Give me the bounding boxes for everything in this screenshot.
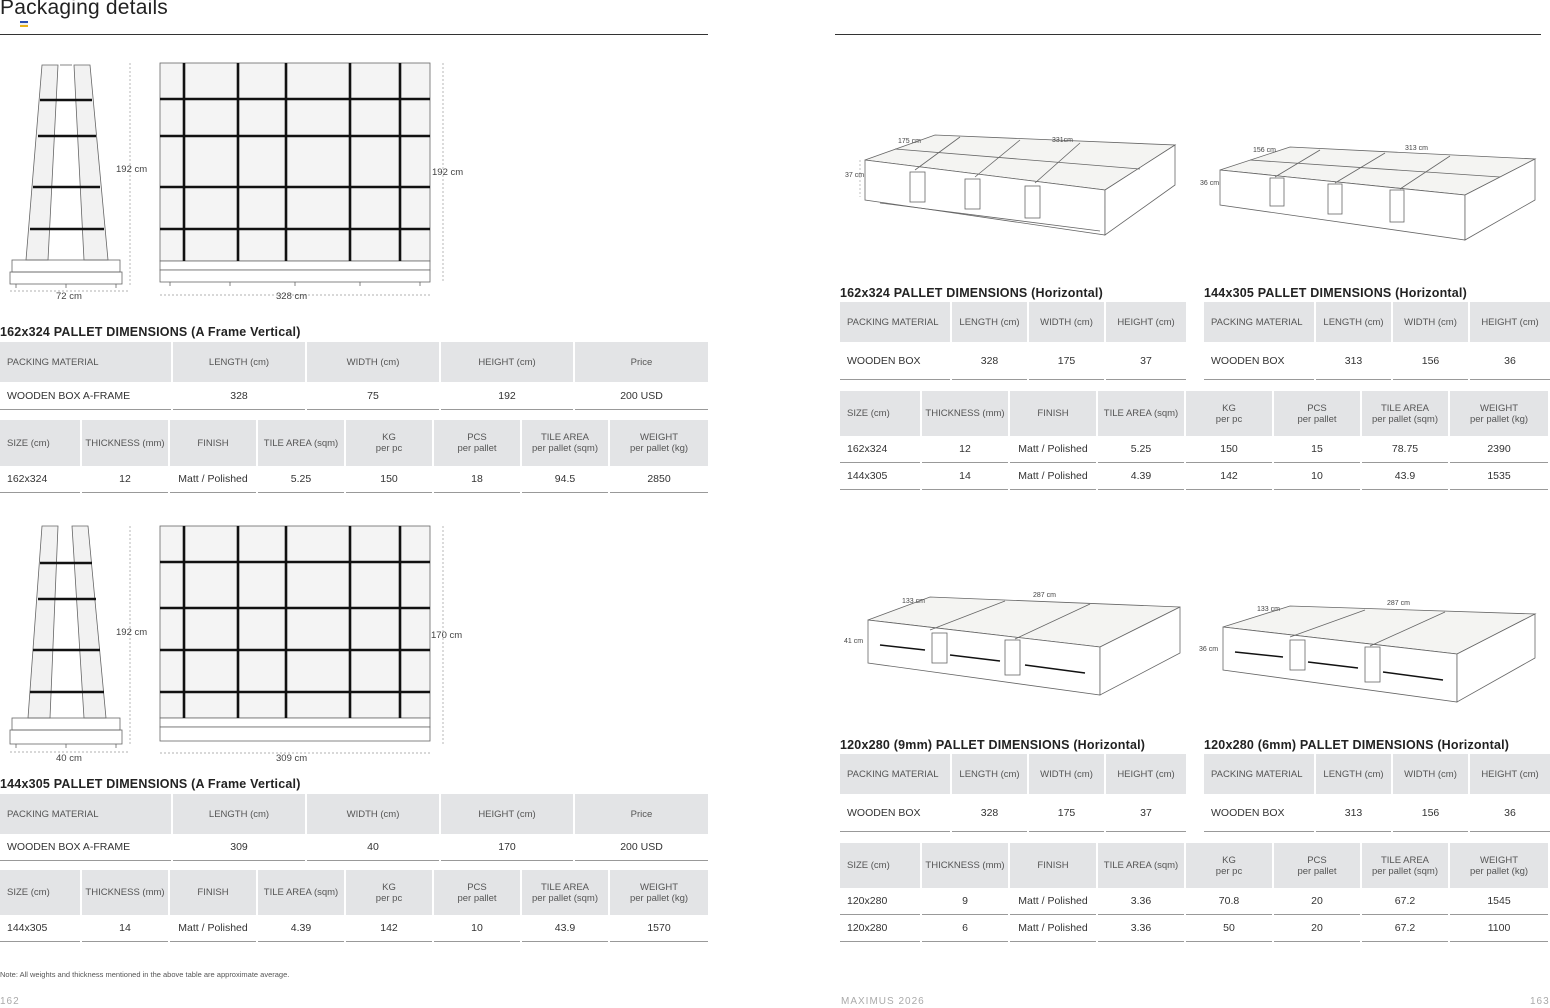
cell: 78.75 [1362,436,1448,463]
a1-length-label: 328 cm [276,291,308,302]
col-tile-area-per-pallet: TILE AREA per pallet (sqm) [1362,391,1448,436]
cell: Matt / Polished [1010,888,1096,915]
col-height: HEIGHT (cm) [1106,754,1186,794]
cell: Matt / Polished [1010,463,1096,490]
col-weight-per-pallet: WEIGHT per pallet (kg) [610,870,708,915]
col-thickness: THICKNESS (mm) [922,843,1008,888]
col-packing-material: PACKING MATERIAL [1204,754,1314,794]
h4-width-label: 133 cm [1257,606,1280,613]
cell: 200 USD [575,834,708,861]
cell: 94.5 [522,466,608,493]
col-size: SIZE (cm) [0,870,80,915]
cell: 36 [1470,342,1550,380]
col-finish: FINISH [1010,391,1096,436]
col-tile-area: TILE AREA (sqm) [258,870,344,915]
cell: 12 [922,436,1008,463]
cell: 3.36 [1098,888,1184,915]
cell: 15 [1274,436,1360,463]
cell: 4.39 [1098,463,1184,490]
cell: 14 [922,463,1008,490]
h4-length-label: 287 cm [1387,600,1410,607]
flag-icon [20,21,28,27]
cell: 67.2 [1362,888,1448,915]
col-kg-per-pc: KG per pc [346,420,432,466]
cell: 75 [307,382,439,410]
col-weight-per-pallet: WEIGHT per pallet (kg) [1450,843,1548,888]
col-tile-area: TILE AREA (sqm) [258,420,344,466]
footnote: Note: All weights and thickness mentioned in the above table are approximate average. [0,970,290,979]
h3-length-label: 287 cm [1033,592,1056,599]
a1-height-right-label: 192 cm [432,167,464,178]
page-title: Packaging details [0,0,169,19]
horizontal-pallet-diagram-1 [840,125,1190,245]
cell: 9 [922,888,1008,915]
col-tile-area-per-pallet: TILE AREA per pallet (sqm) [522,870,608,915]
spec-table-horizontal-2 [838,843,1550,942]
box-table-162x324-horizontal [838,302,1188,380]
cell: 5.25 [258,466,344,493]
col-width: WIDTH (cm) [307,342,439,382]
a2-length-label: 309 cm [276,753,308,764]
h2-length-label: 313 cm [1405,145,1428,152]
col-width: WIDTH (cm) [1393,754,1468,794]
cell: 170 [441,834,573,861]
cell: 142 [1186,463,1272,490]
col-height: HEIGHT (cm) [1106,302,1186,342]
cell: 36 [1470,794,1550,832]
cell: 67.2 [1362,915,1448,942]
cell: 50 [1186,915,1272,942]
a-frame-front-view [160,63,430,286]
a1-height-label: 192 cm [116,164,148,175]
table-row [840,463,1548,490]
cell: Matt / Polished [1010,436,1096,463]
h2-height-label: 36 cm [1200,180,1220,187]
col-packing-material: PACKING MATERIAL [0,342,171,382]
col-pcs-per-pallet: PCS per pallet [434,870,520,915]
cell: 12 [82,466,168,493]
cell: WOODEN BOX [840,794,950,832]
cell: 6 [922,915,1008,942]
cell: WOODEN BOX A-FRAME [0,382,171,410]
table-row [840,436,1548,463]
cell: 328 [952,794,1027,832]
page-number-left: 162 [0,996,20,1007]
box-table-120x280-9mm [838,754,1188,832]
a1-width-label: 72 cm [56,291,82,302]
a2-width-label: 40 cm [56,753,82,764]
cell: 10 [434,915,520,942]
col-weight-per-pallet: WEIGHT per pallet (kg) [1450,391,1548,436]
cell: 43.9 [1362,463,1448,490]
cell: 1100 [1450,915,1548,942]
col-length: LENGTH (cm) [1316,754,1391,794]
cell: 162x324 [840,436,920,463]
table-row [840,915,1548,942]
cell: 162x324 [0,466,80,493]
table-row [0,915,708,942]
col-width: WIDTH (cm) [1029,302,1104,342]
col-size: SIZE (cm) [840,391,920,436]
col-length: LENGTH (cm) [173,794,305,834]
col-thickness: THICKNESS (mm) [82,870,168,915]
col-tile-area-per-pallet: TILE AREA per pallet (sqm) [1362,843,1448,888]
col-pcs-per-pallet: PCS per pallet [1274,843,1360,888]
col-tile-area-per-pallet: TILE AREA per pallet (sqm) [522,420,608,466]
col-packing-material: PACKING MATERIAL [0,794,171,834]
h1-width-label: 175 cm [898,138,921,145]
cell: 37 [1106,342,1186,380]
cell: 14 [82,915,168,942]
col-height: HEIGHT (cm) [441,342,573,382]
a-frame-diagram-1 [0,55,470,305]
cell: 144x305 [0,915,80,942]
cell: 328 [952,342,1027,380]
spec-table-horizontal-1 [838,391,1550,490]
header-rule-right [835,34,1541,35]
section-title-162x324-horizontal: 162x324 PALLET DIMENSIONS (Horizontal) [840,286,1103,300]
col-tile-area: TILE AREA (sqm) [1098,843,1184,888]
cell: 2850 [610,466,708,493]
col-price: Price [575,794,708,834]
a2-height-right-label: 170 cm [431,630,463,641]
cell: 120x280 [840,888,920,915]
col-length: LENGTH (cm) [1316,302,1391,342]
table-row [0,382,708,410]
header-rule-left [0,34,708,35]
table-row [0,834,708,861]
cell: WOODEN BOX [1204,794,1314,832]
cell: 18 [434,466,520,493]
cell: 156 [1393,342,1468,380]
section-title-120x280-9mm: 120x280 (9mm) PALLET DIMENSIONS (Horizontal) [840,738,1146,752]
cell: 150 [346,466,432,493]
footer-brand: MAXIMUS 2026 [841,996,925,1007]
h3-width-label: 133 cm [902,598,925,605]
col-length: LENGTH (cm) [952,302,1027,342]
table-row [1204,342,1550,380]
table-row [1204,794,1550,832]
cell: 156 [1393,794,1468,832]
col-tile-area: TILE AREA (sqm) [1098,391,1184,436]
col-kg-per-pc: KG per pc [346,870,432,915]
box-table-144x305-vertical [0,794,710,861]
cell: 175 [1029,342,1104,380]
a-frame-side-view [10,65,122,288]
col-packing-material: PACKING MATERIAL [1204,302,1314,342]
cell: 43.9 [522,915,608,942]
horizontal-pallet-diagram-3 [840,585,1190,705]
cell: 3.36 [1098,915,1184,942]
cell: Matt / Polished [170,466,256,493]
col-packing-material: PACKING MATERIAL [840,754,950,794]
col-height: HEIGHT (cm) [1470,302,1550,342]
h4-height-label: 36 cm [1199,646,1219,653]
cell: 150 [1186,436,1272,463]
cell: 144x305 [840,463,920,490]
cell: 313 [1316,342,1391,380]
h1-height-label: 37 cm [845,172,865,179]
cell: 1535 [1450,463,1548,490]
cell: 120x280 [840,915,920,942]
col-height: HEIGHT (cm) [441,794,573,834]
cell: 2390 [1450,436,1548,463]
col-size: SIZE (cm) [0,420,80,466]
col-length: LENGTH (cm) [173,342,305,382]
cell: 10 [1274,463,1360,490]
page-number-right: 163 [1530,996,1550,1007]
h3-height-label: 41 cm [844,638,864,645]
cell: 313 [1316,794,1391,832]
cell: WOODEN BOX [840,342,950,380]
col-thickness: THICKNESS (mm) [922,391,1008,436]
cell: 40 [307,834,439,861]
cell: 70.8 [1186,888,1272,915]
col-width: WIDTH (cm) [307,794,439,834]
box-table-144x305-horizontal [1202,302,1550,380]
col-pcs-per-pallet: PCS per pallet [434,420,520,466]
section-title-120x280-6mm: 120x280 (6mm) PALLET DIMENSIONS (Horizontal) [1204,738,1510,752]
horizontal-pallet-diagram-4 [1195,592,1545,707]
col-height: HEIGHT (cm) [1470,754,1550,794]
col-width: WIDTH (cm) [1029,754,1104,794]
cell: WOODEN BOX [1204,342,1314,380]
cell: 175 [1029,794,1104,832]
cell: WOODEN BOX A-FRAME [0,834,171,861]
section-title-162x324-vertical: 162x324 PALLET DIMENSIONS (A Frame Vertical) [0,325,301,339]
section-title-144x305-vertical: 144x305 PALLET DIMENSIONS (A Frame Vertical) [0,777,301,791]
table-row [840,888,1548,915]
col-width: WIDTH (cm) [1393,302,1468,342]
horizontal-pallet-diagram-2 [1195,135,1545,245]
col-packing-material: PACKING MATERIAL [840,302,950,342]
h2-width-label: 156 cm [1253,147,1276,154]
spec-table-144x305-vertical [0,870,710,942]
cell: 4.39 [258,915,344,942]
col-finish: FINISH [1010,843,1096,888]
col-size: SIZE (cm) [840,843,920,888]
cell: 5.25 [1098,436,1184,463]
cell: 192 [441,382,573,410]
section-title-144x305-horizontal: 144x305 PALLET DIMENSIONS (Horizontal) [1204,286,1467,300]
spec-table-162x324-vertical [0,420,710,493]
col-kg-per-pc: KG per pc [1186,843,1272,888]
a-frame-diagram-2 [0,518,470,768]
col-pcs-per-pallet: PCS per pallet [1274,391,1360,436]
table-row [0,466,708,493]
cell: Matt / Polished [1010,915,1096,942]
col-finish: FINISH [170,870,256,915]
col-thickness: THICKNESS (mm) [82,420,168,466]
box-table-120x280-6mm [1202,754,1550,832]
col-price: Price [575,342,708,382]
cell: Matt / Polished [170,915,256,942]
table-row [840,794,1186,832]
cell: 1570 [610,915,708,942]
col-length: LENGTH (cm) [952,754,1027,794]
cell: 37 [1106,794,1186,832]
col-weight-per-pallet: WEIGHT per pallet (kg) [610,420,708,466]
col-finish: FINISH [170,420,256,466]
cell: 1545 [1450,888,1548,915]
cell: 20 [1274,888,1360,915]
cell: 20 [1274,915,1360,942]
col-kg-per-pc: KG per pc [1186,391,1272,436]
cell: 309 [173,834,305,861]
a2-height-label: 192 cm [116,627,148,638]
cell: 328 [173,382,305,410]
h1-length-label: 331cm [1052,137,1074,144]
table-row [840,342,1186,380]
cell: 142 [346,915,432,942]
cell: 200 USD [575,382,708,410]
box-table-162x324-vertical [0,342,710,410]
